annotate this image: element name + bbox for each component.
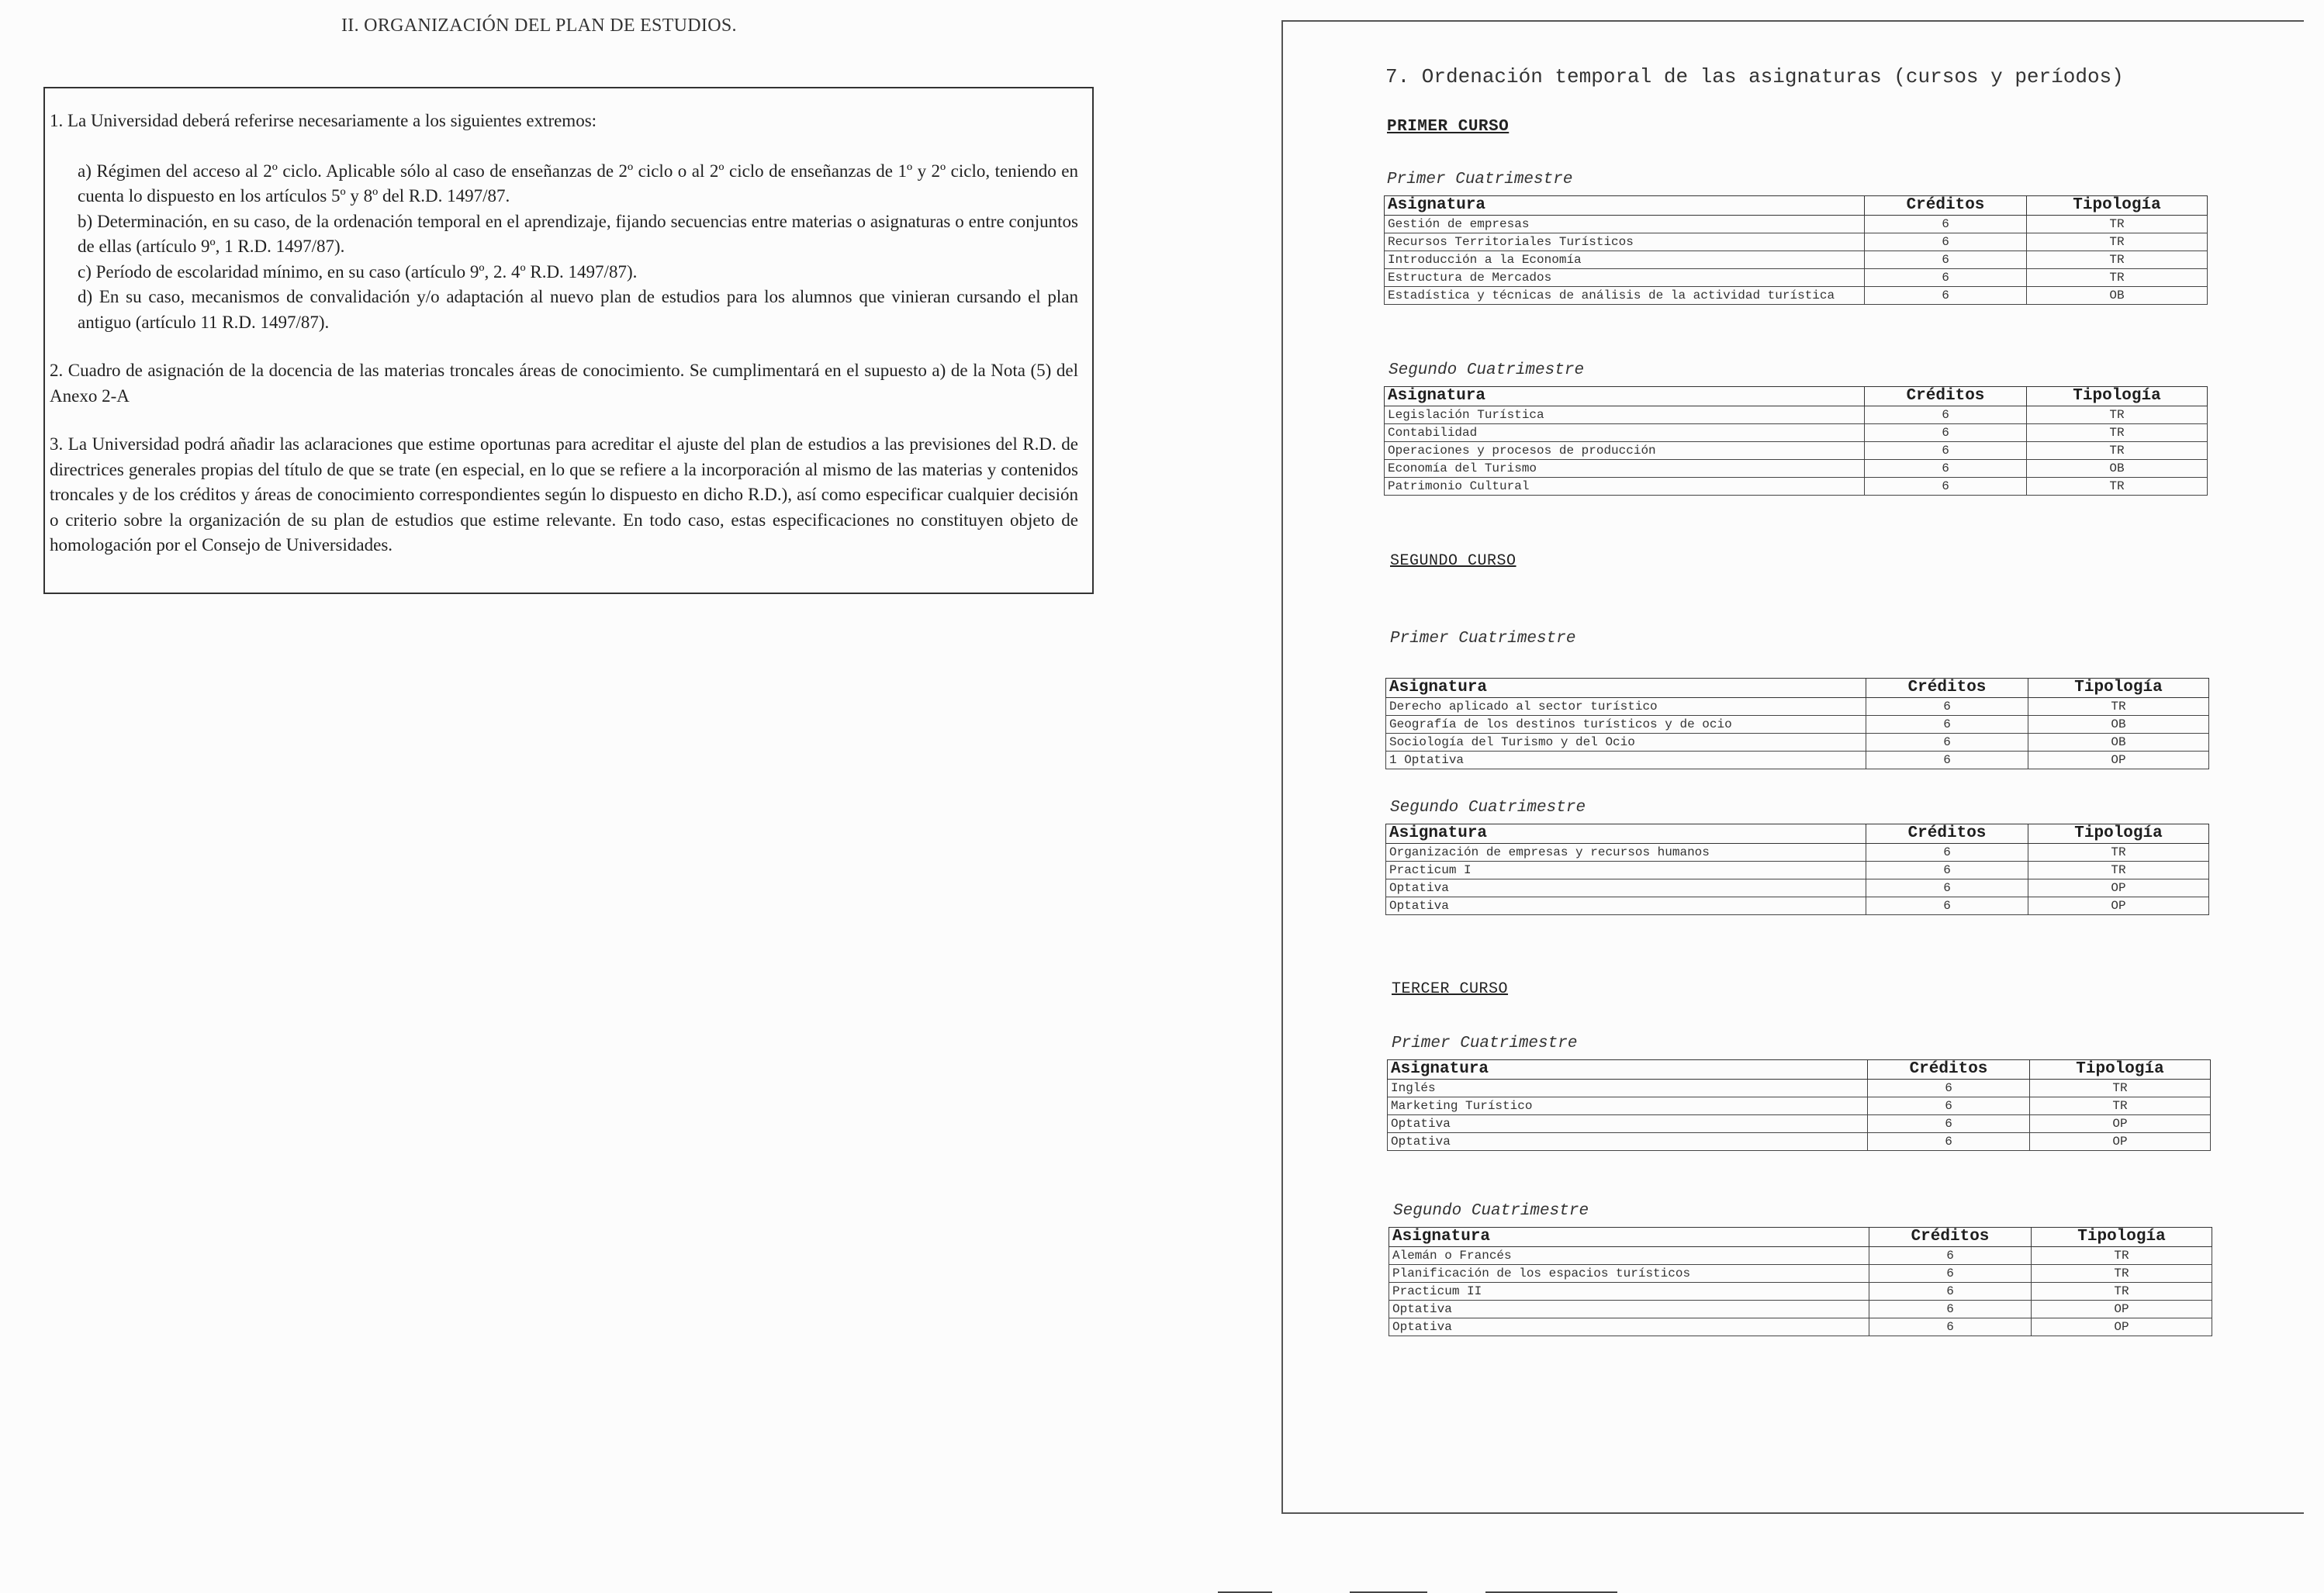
table-header-row — [1385, 196, 2208, 216]
credits-cell: 6 — [1866, 879, 2028, 897]
header-subject: Asignatura — [1385, 387, 1865, 406]
subject-cell: Sociología del Turismo y del Ocio — [1386, 734, 1866, 752]
type-cell: OP — [2030, 1115, 2211, 1133]
term-label-1-1: Primer Cuatrimestre — [1387, 171, 1573, 188]
subject-cell: Optativa — [1386, 879, 1866, 897]
subject-cell: Introducción a la Economía — [1385, 251, 1865, 269]
subject-cell: Optativa — [1389, 1301, 1869, 1318]
table-row — [1388, 1133, 2211, 1151]
table-row — [1385, 406, 2208, 424]
subject-cell: Inglés — [1388, 1080, 1868, 1097]
item-1-d: d) En su caso, mecanismos de convalidación y/o adaptación al nuevo plan de estudios para los alumnos que vinieran cursando el plan antiguo (artículo 11 R.D. 1497/87). — [78, 287, 1078, 332]
table-row — [1388, 1097, 2211, 1115]
subjects-table-3-1 — [1387, 1059, 2211, 1151]
term-label-2-2: Segundo Cuatrimestre — [1390, 799, 1586, 817]
instructions-box — [43, 87, 1094, 594]
subject-cell: Practicum II — [1389, 1283, 1869, 1301]
type-cell: OP — [2032, 1318, 2212, 1336]
subject-cell: Patrimonio Cultural — [1385, 478, 1865, 496]
subject-cell: Marketing Turístico — [1388, 1097, 1868, 1115]
table-row — [1389, 1283, 2212, 1301]
term-label-3-1: Primer Cuatrimestre — [1392, 1035, 1578, 1052]
type-cell: OP — [2030, 1133, 2211, 1151]
header-credits: Créditos — [1866, 824, 2028, 844]
table-row — [1389, 1301, 2212, 1318]
credits-cell: 6 — [1868, 1133, 2030, 1151]
subject-cell: Optativa — [1388, 1133, 1868, 1151]
item-3: 3. La Universidad podrá añadir las aclaraciones que estime oportunas para acreditar el ajuste del plan de estudios a las previsiones del R.D. de directrices generales propias del título de que se trate (en especial, en lo que se refiere a la incorporación al mismo de las materias y contenidos troncales y de los créditos y áreas de conocimiento correspondientes según lo dispuesto en dicho R.D.), así como especificar cualquier decisión o criterio sobre la organización de su plan de estudios que estime relevante. En todo caso, estas especificaciones no constituyen objeto de homologación por el Consejo de Universidades. — [50, 434, 1078, 555]
course-label-3: TERCER CURSO — [1392, 980, 1509, 998]
course-label-2: SEGUNDO CURSO — [1390, 552, 1516, 570]
subject-cell: Legislación Turística — [1385, 406, 1865, 424]
table-row — [1388, 1115, 2211, 1133]
subject-cell: Recursos Territoriales Turísticos — [1385, 233, 1865, 251]
subject-cell: Optativa — [1389, 1318, 1869, 1336]
header-credits: Créditos — [1868, 1060, 2030, 1080]
table-row — [1386, 734, 2209, 752]
header-subject: Asignatura — [1386, 679, 1866, 698]
type-cell: TR — [2030, 1097, 2211, 1115]
credits-cell: 6 — [1866, 716, 2028, 734]
right-page — [1281, 20, 2304, 1514]
table-row — [1388, 1080, 2211, 1097]
subjects-table-1-1 — [1384, 195, 2208, 305]
item-2: 2. Cuadro de asignación de la docencia de las materias troncales áreas de conocimiento. Se cumplimentará en el supuesto a) de la Nota (5) del Anexo 2-A — [50, 361, 1078, 406]
header-type: Tipología — [2030, 1060, 2211, 1080]
credits-cell: 6 — [1865, 233, 2027, 251]
table-row — [1385, 424, 2208, 442]
type-cell: TR — [2028, 698, 2209, 716]
table-row — [1385, 287, 2208, 305]
table-header-row — [1386, 824, 2209, 844]
subject-cell: Optativa — [1388, 1115, 1868, 1133]
credits-cell: 6 — [1869, 1318, 2032, 1336]
type-cell: TR — [2032, 1283, 2212, 1301]
table-row — [1385, 442, 2208, 460]
credits-cell: 6 — [1866, 862, 2028, 879]
table-row — [1385, 478, 2208, 496]
item-1-a: a) Régimen del acceso al 2º ciclo. Aplicable sólo al caso de enseñanzas de 2º ciclo o al 2º ciclo de enseñanzas de 1º y 2º ciclo, teniendo en cuenta lo dispuesto en los artículos 5º y 8º del R.D. 1497/87. — [78, 161, 1078, 206]
credits-cell: 6 — [1865, 460, 2027, 478]
table-row — [1389, 1318, 2212, 1336]
table-header-row — [1385, 387, 2208, 406]
type-cell: TR — [2028, 844, 2209, 862]
header-type: Tipología — [2027, 196, 2208, 216]
credits-cell: 6 — [1865, 269, 2027, 287]
header-credits: Créditos — [1865, 196, 2027, 216]
type-cell: OP — [2028, 752, 2209, 769]
table-row — [1389, 1265, 2212, 1283]
header-credits: Créditos — [1865, 387, 2027, 406]
subject-cell: Estadística y técnicas de análisis de la actividad turística — [1385, 287, 1865, 305]
table-row — [1385, 233, 2208, 251]
subject-cell: Gestión de empresas — [1385, 216, 1865, 233]
credits-cell: 6 — [1865, 251, 2027, 269]
table-row — [1386, 698, 2209, 716]
header-subject: Asignatura — [1389, 1228, 1869, 1247]
item-1-b: b) Determinación, en su caso, de la ordenación temporal en el aprendizaje, fijando secuencias entre materias o asignaturas o entre conjuntos de ellas (artículo 9º, 1 R.D. 1497/87). — [78, 211, 1078, 256]
credits-cell: 6 — [1865, 478, 2027, 496]
header-type: Tipología — [2028, 824, 2209, 844]
subjects-table-3-2 — [1389, 1227, 2212, 1336]
type-cell: OB — [2027, 287, 2208, 305]
subject-cell: Contabilidad — [1385, 424, 1865, 442]
header-type: Tipología — [2027, 387, 2208, 406]
subject-cell: Derecho aplicado al sector turístico — [1386, 698, 1866, 716]
header-type: Tipología — [2032, 1228, 2212, 1247]
type-cell: TR — [2027, 406, 2208, 424]
type-cell: TR — [2027, 251, 2208, 269]
subjects-table-2-2 — [1385, 824, 2209, 915]
type-cell: TR — [2027, 424, 2208, 442]
type-cell: OP — [2028, 897, 2209, 915]
subject-cell: Operaciones y procesos de producción — [1385, 442, 1865, 460]
table-row — [1386, 716, 2209, 734]
table-header-row — [1389, 1228, 2212, 1247]
item-1-c: c) Período de escolaridad mínimo, en su caso (artículo 9º, 2. 4º R.D. 1497/87). — [78, 261, 638, 282]
header-subject: Asignatura — [1386, 824, 1866, 844]
credits-cell: 6 — [1865, 442, 2027, 460]
credits-cell: 6 — [1865, 406, 2027, 424]
subject-cell: Planificación de los espacios turísticos — [1389, 1265, 1869, 1283]
type-cell: TR — [2027, 216, 2208, 233]
type-cell: TR — [2027, 478, 2208, 496]
type-cell: OP — [2032, 1301, 2212, 1318]
course-label-1: PRIMER CURSO — [1387, 118, 1510, 136]
page-title: 7. Ordenación temporal de las asignaturas (cursos y períodos) — [1385, 65, 2124, 88]
term-label-1-2: Segundo Cuatrimestre — [1389, 361, 1585, 379]
table-row — [1385, 251, 2208, 269]
type-cell: OP — [2028, 879, 2209, 897]
type-cell: TR — [2027, 233, 2208, 251]
table-header-row — [1388, 1060, 2211, 1080]
table-header-row — [1386, 679, 2209, 698]
credits-cell: 6 — [1869, 1247, 2032, 1265]
subject-cell: Optativa — [1386, 897, 1866, 915]
term-label-2-1: Primer Cuatrimestre — [1390, 630, 1576, 648]
subjects-table-1-2 — [1384, 386, 2208, 496]
table-row — [1386, 879, 2209, 897]
subject-cell: Practicum I — [1386, 862, 1866, 879]
type-cell: OB — [2028, 716, 2209, 734]
table-row — [1385, 460, 2208, 478]
table-row — [1389, 1247, 2212, 1265]
credits-cell: 6 — [1865, 424, 2027, 442]
item-1-intro: 1. La Universidad deberá referirse necesariamente a los siguientes extremos: — [50, 111, 597, 130]
credits-cell: 6 — [1868, 1080, 2030, 1097]
type-cell: TR — [2032, 1265, 2212, 1283]
type-cell: TR — [2030, 1080, 2211, 1097]
type-cell: OB — [2028, 734, 2209, 752]
header-credits: Créditos — [1866, 679, 2028, 698]
type-cell: TR — [2027, 269, 2208, 287]
table-row — [1385, 216, 2208, 233]
subject-cell: Estructura de Mercados — [1385, 269, 1865, 287]
credits-cell: 6 — [1865, 216, 2027, 233]
table-row — [1385, 269, 2208, 287]
table-row — [1386, 862, 2209, 879]
credits-cell: 6 — [1866, 734, 2028, 752]
type-cell: OB — [2027, 460, 2208, 478]
table-row — [1386, 897, 2209, 915]
header-subject: Asignatura — [1388, 1060, 1868, 1080]
credits-cell: 6 — [1868, 1115, 2030, 1133]
table-row — [1386, 844, 2209, 862]
subjects-table-2-1 — [1385, 678, 2209, 769]
credits-cell: 6 — [1865, 287, 2027, 305]
subject-cell: Economía del Turismo — [1385, 460, 1865, 478]
term-label-3-2: Segundo Cuatrimestre — [1393, 1202, 1589, 1220]
credits-cell: 6 — [1869, 1283, 2032, 1301]
header-subject: Asignatura — [1385, 196, 1865, 216]
credits-cell: 6 — [1866, 752, 2028, 769]
type-cell: TR — [2032, 1247, 2212, 1265]
type-cell: TR — [2028, 862, 2209, 879]
left-page-heading: II. ORGANIZACIÓN DEL PLAN DE ESTUDIOS. — [341, 16, 737, 36]
header-credits: Créditos — [1869, 1228, 2032, 1247]
type-cell: TR — [2027, 442, 2208, 460]
credits-cell: 6 — [1866, 844, 2028, 862]
credits-cell: 6 — [1869, 1265, 2032, 1283]
table-row — [1386, 752, 2209, 769]
subject-cell: 1 Optativa — [1386, 752, 1866, 769]
subject-cell: Alemán o Francés — [1389, 1247, 1869, 1265]
credits-cell: 6 — [1869, 1301, 2032, 1318]
credits-cell: 6 — [1866, 897, 2028, 915]
header-type: Tipología — [2028, 679, 2209, 698]
credits-cell: 6 — [1868, 1097, 2030, 1115]
credits-cell: 6 — [1866, 698, 2028, 716]
subject-cell: Geografía de los destinos turísticos y de ocio — [1386, 716, 1866, 734]
subject-cell: Organización de empresas y recursos humanos — [1386, 844, 1866, 862]
